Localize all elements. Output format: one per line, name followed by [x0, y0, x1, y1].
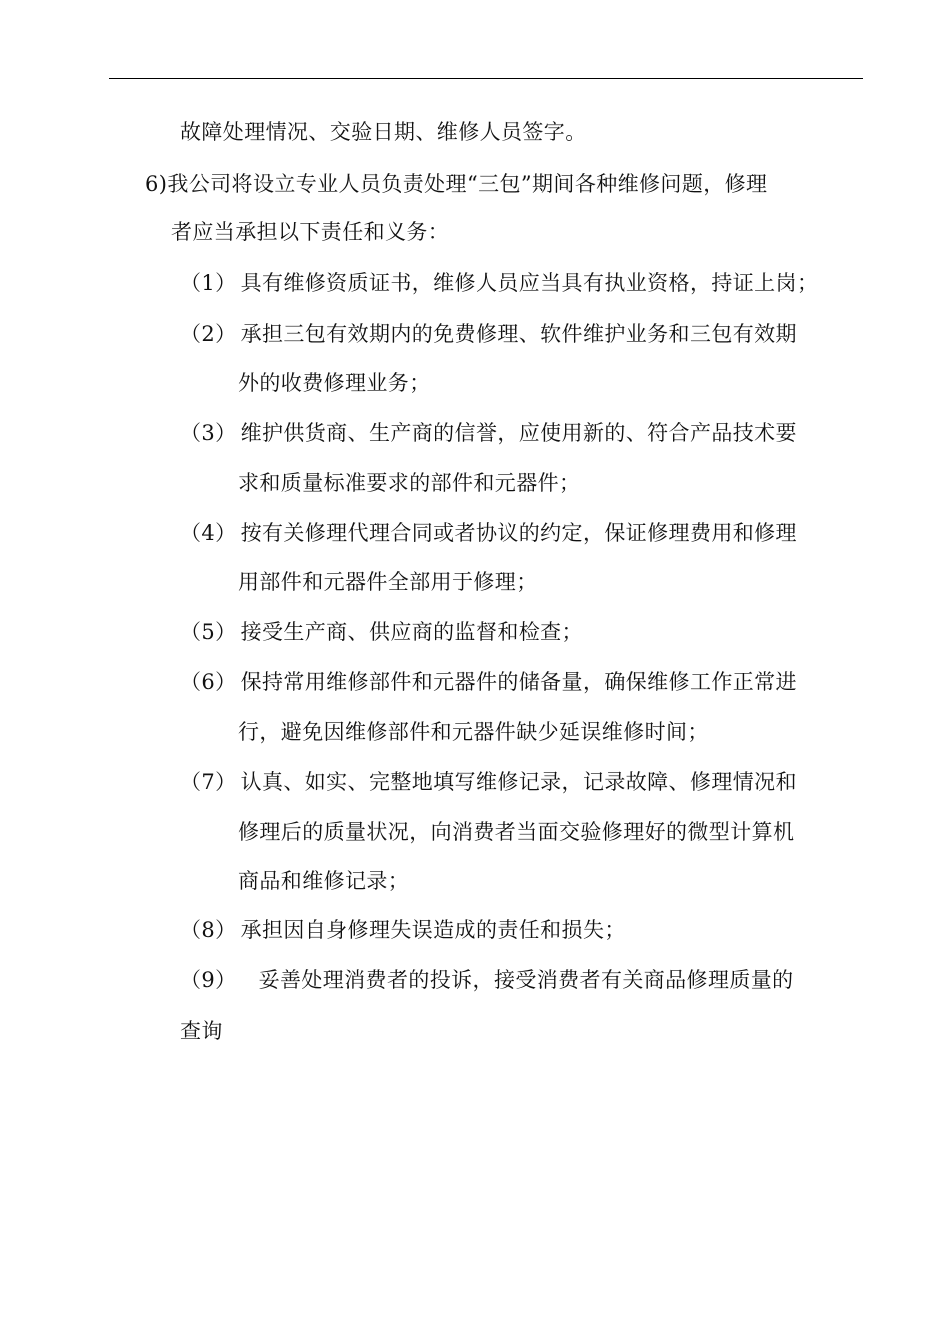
item-text: 承担三包有效期内的免费修理、软件维护业务和三包有效期	[240, 322, 797, 346]
item-text: 具有维修资质证书，维修人员应当具有执业资格，持证上岗；	[240, 271, 819, 295]
item-number: （7）	[180, 770, 237, 794]
item-number: （9）	[180, 968, 237, 992]
item-text-continuation: 行，避免因维修部件和元器件缺少延误维修时间；	[238, 720, 709, 744]
item-number: （4）	[180, 521, 237, 545]
item-text: 妥善处理消费者的投诉，接受消费者有关商品修理质量的	[258, 968, 794, 992]
item-text: 按有关修理代理合同或者协议的约定，保证修理费用和修理	[240, 521, 797, 545]
list-item	[180, 965, 794, 995]
item-number: （1）	[180, 271, 237, 295]
list-item	[180, 915, 626, 945]
item-number: （6）	[180, 670, 237, 694]
item-text: 接受生产商、供应商的监督和检查；	[240, 620, 583, 644]
item-text-continuation: 求和质量标准要求的部件和元器件；	[238, 471, 581, 495]
list-item	[180, 268, 818, 298]
item-text: 维护供货商、生产商的信誉，应使用新的、符合产品技术要	[240, 421, 797, 445]
item-text: 承担因自身修理失误造成的责任和损失；	[240, 918, 626, 942]
item-text: 保持常用维修部件和元器件的储备量，确保维修工作正常进	[240, 670, 797, 694]
section-6-line-1	[145, 169, 767, 199]
list-item	[180, 418, 797, 448]
list-item	[180, 667, 797, 697]
intro-continuation: 故障处理情况、交验日期、维修人员签字。	[180, 120, 587, 144]
item-number: （3）	[180, 421, 237, 445]
item-text: 认真、如实、完整地填写维修记录，记录故障、修理情况和	[240, 770, 797, 794]
item-text-continuation: 商品和维修记录；	[238, 869, 410, 893]
item-text-continuation: 用部件和元器件全部用于修理；	[238, 570, 538, 594]
item-text-continuation: 外的收费修理业务；	[238, 371, 431, 395]
item-number: （5）	[180, 620, 237, 644]
list-item	[180, 518, 797, 548]
item-number: （8）	[180, 918, 237, 942]
header-rule	[109, 78, 863, 79]
list-item	[180, 767, 797, 797]
item-text-continuation: 修理后的质量状况，向消费者当面交验修理好的微型计算机	[238, 820, 795, 844]
item-text-continuation: 查询	[180, 1019, 223, 1043]
item-number: （2）	[180, 322, 237, 346]
section-6-text-2: 者应当承担以下责任和义务：	[171, 220, 450, 244]
section-6-label: 6)	[145, 172, 168, 196]
section-6-text-1: 我公司将设立专业人员负责处理“三包”期间各种维修问题，修理	[167, 172, 768, 196]
list-item	[180, 319, 797, 349]
list-item	[180, 617, 583, 647]
